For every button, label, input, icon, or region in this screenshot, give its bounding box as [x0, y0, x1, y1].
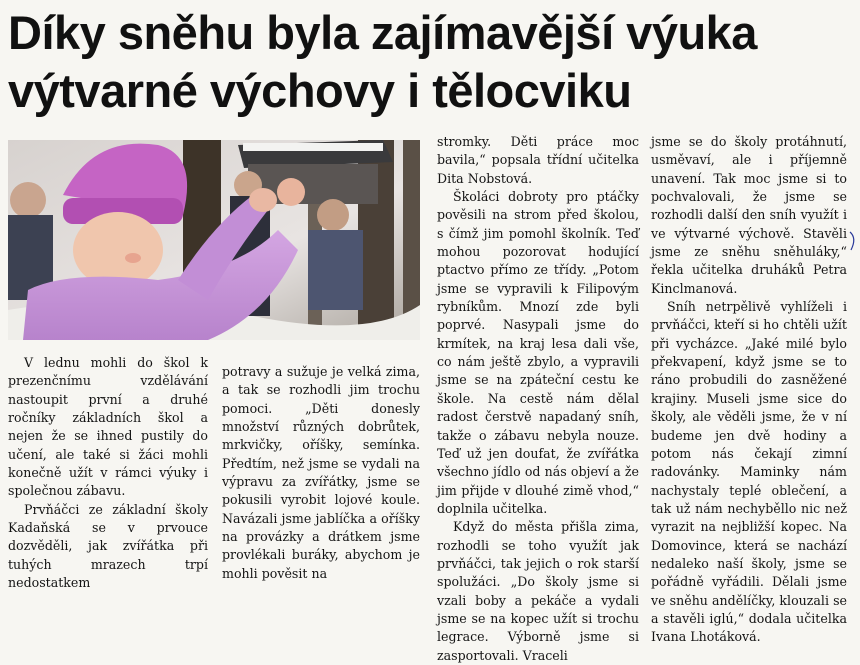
text-column-4 — [651, 133, 847, 647]
paragraph: Prvňáčci ze základní školy Kadaňská se v prvouce dozvěděli, jak zvířátka při tuhých mrazech trpí nedostatkem — [8, 501, 208, 591]
paragraph: potravy a sužuje je velká zima, a tak se rozhodli jim trochu pomoci. „Děti donesly množství různých dobrůtek, mrkvičky, oříšky, semínka. Předtím, než jsme se vydali na výpravu za zvířátky, jsme se pokusili vyrobit lojové koule. Navázali jsme jablíčka a oříšky na provázky a drátkem jsme provlékali buráky, abychom je mohli pověsit na — [222, 364, 420, 581]
text-column-3 — [437, 133, 639, 665]
paragraph: jsme se do školy protáhnutí, usměvaví, ale i příjemně unavení. Tak moc jsme si to pochvalovali, že jsme se rozhodli další den sníh využít i ve výtvarné výchově. Stavěli jsme ze sněhu sněhuláky,“ řekla učitelka druháků Petra Kinclmanová. — [651, 134, 847, 296]
paragraph: V lednu mohli do škol k prezenčnímu vzdělávání nastoupit první a druhé ročníky základních škol a nejen že se ihned pustily do učení, ale také si žáci mohli konečně užít v rámci výuky i společnou zábavu. — [8, 355, 208, 499]
children-feeding-birds-photo — [8, 140, 420, 340]
text-column-2 — [222, 363, 420, 583]
article-photo — [8, 140, 420, 340]
paragraph: Školáci dobroty pro ptáčky pověsili na strom před školou, s čímž jim pomohl školník. Teď mohou pozorovat hodující ptactvo přímo ze třídy. „Potom jsme se vypravili k Filipovým rybníkům. Mnozí zde byli poprvé. Nasypali jsme do krmítek, na kraj lesa dali vše, co nám ještě zbylo, a vypravili jsme se na zpáteční cestu ke škole. Na cestě nám dělal radost čerstvě napadaný sníh, takže o zábavu nebyla nouze. Teď už jen doufat, že zvířátka všechno jídlo od nás objeví a že jim přijde v dlouhé zimě vhod,“ doplnila učitelka. — [437, 189, 639, 516]
pen-mark-icon — [848, 230, 858, 252]
text-column-1 — [8, 354, 208, 592]
paragraph: Sníh netrpělivě vyhlíželi i prvňáčci, kteří si ho chtěli užít při vycházce. „Jaké milé bylo překvapení, když jsme se to ráno probudili do zasněžené krajiny. Museli jsme sice do školy, ale věděli jsme, že v ní budeme jen dvě hodiny a potom nás čekají zimní radovánky. Maminky nám nachystaly teplé oblečení, a tak už nám nechyběllo nic než vyrazit na nejbližší kopec. Na Domovince, která se nachází nedaleko naší školy, jsme se pořádně vyřádili. Dělali jsme ve sněhu andělíčky, klouzali se a stavěli iglú,“ dodala učitelka Ivana Lhotáková. — [651, 299, 847, 645]
article-headline: Díky sněhu byla zajímavější výuka výtvarné výchovy i tělocviku — [8, 6, 757, 117]
paragraph: Když do města přišla zima, rozhodli se toho využít jak prvňáčci, tak jejich o rok starší spolužáci. „Do školy jsme si vzali boby a pekáče a vydali jsme se na kopec užít si trochu legrace. Výborně jsme si zasportovali. Vraceli — [437, 519, 639, 663]
paragraph: stromky. Děti práce moc bavila,“ popsala třídní učitelka Dita Nobstová. — [437, 134, 639, 186]
